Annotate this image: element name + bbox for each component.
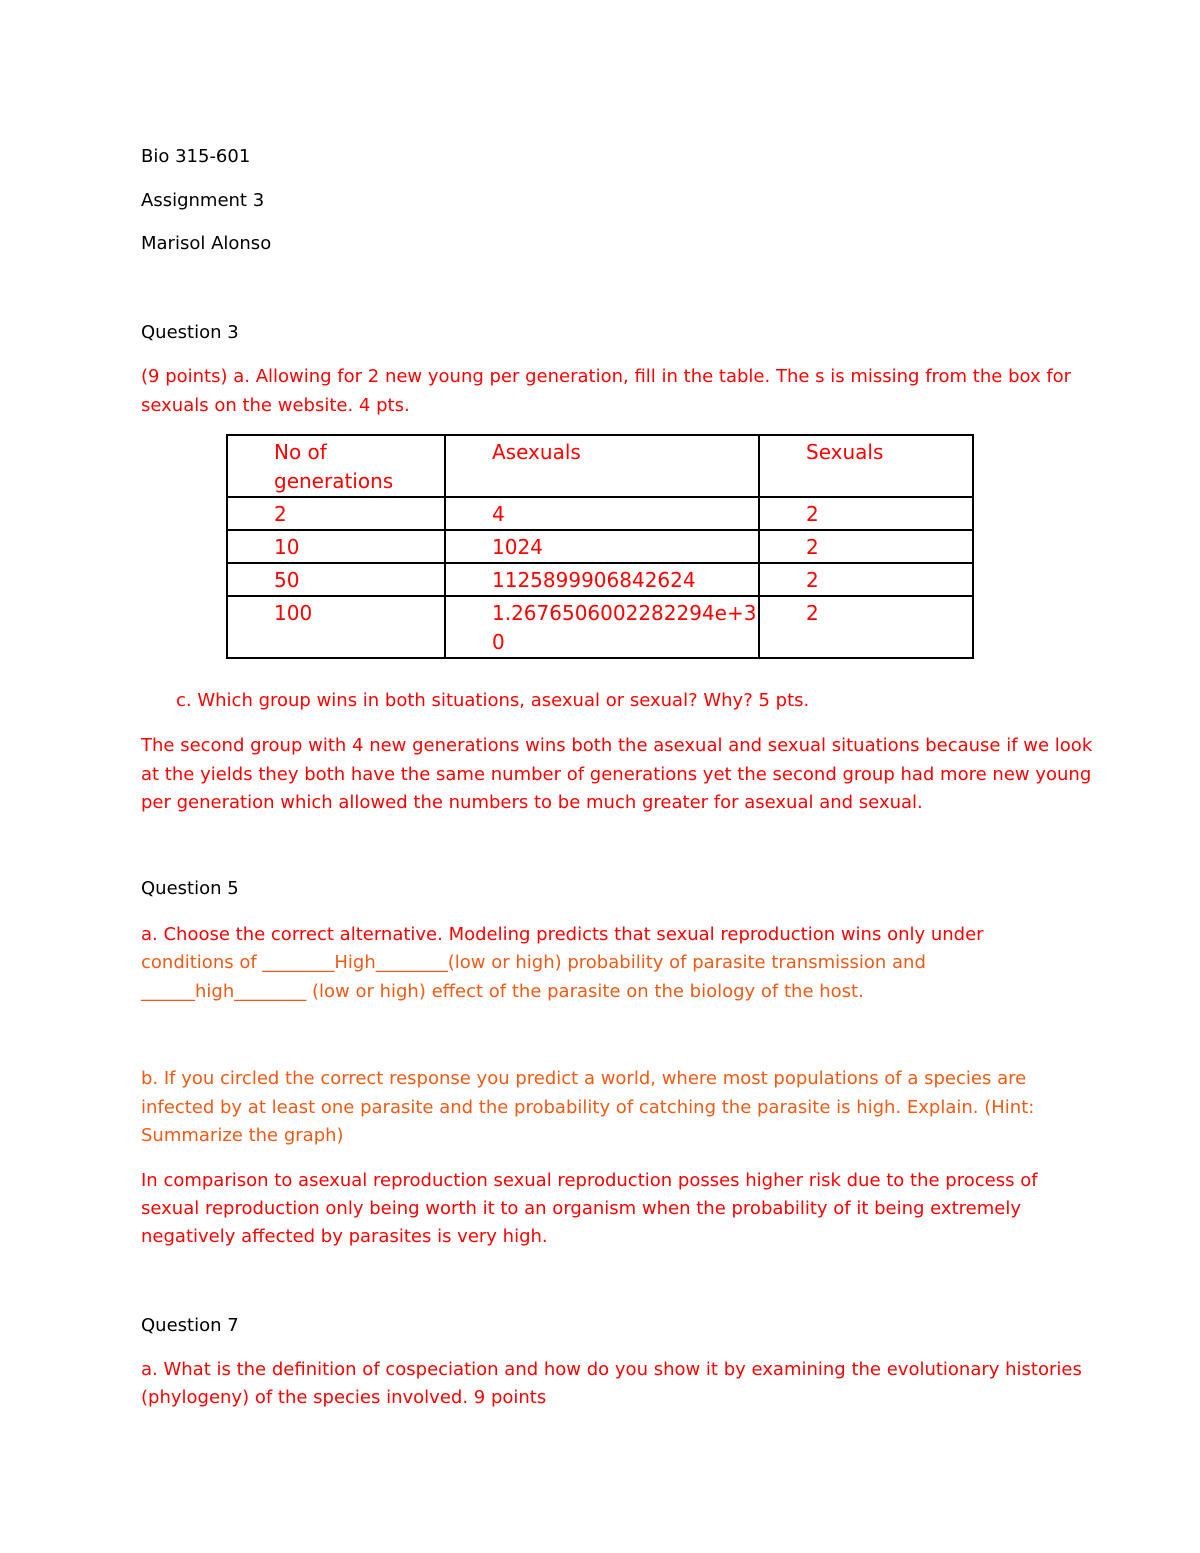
question-3-answer-line: at the yields they both have the same number of generations yet the second group had more new young [141,764,1092,785]
assignment-title: Assignment 3 [141,190,265,211]
table-cell: 2 [759,563,973,596]
question-3-answer-line: The second group with 4 new generations wins both the asexual and sexual situations because if we look [141,735,1093,756]
table-cell: 1125899906842624 [445,563,759,596]
question-5-answer-line: sexual reproduction only being worth it to an organism when the probability of it being extremely [141,1198,1021,1219]
table-cell: 1.2676506002282294e+30 [445,596,759,658]
table-cell: 4 [445,497,759,530]
table-row [227,530,973,563]
header-cell-generations: No of generations [227,435,445,497]
table-cell: 50 [227,563,445,596]
student-name: Marisol Alonso [141,233,272,254]
question-3-prompt-line: (9 points) a. Allowing for 2 new young per generation, fill in the table. The s is missing from the box for [141,366,1072,387]
table-cell: 2 [227,497,445,530]
question-5-answer-line: negatively affected by parasites is very high. [141,1226,548,1247]
question-7a-line: (phylogeny) of the species involved. 9 points [141,1387,547,1408]
table-cell: 10 [227,530,445,563]
question-7a-line: a. What is the definition of cospeciation and how do you show it by examining the evolutionary histories [141,1359,1082,1380]
table-row [227,563,973,596]
question-5-heading: Question 5 [141,878,239,899]
generations-table [226,434,974,659]
header-cell-sexuals: Sexuals [759,435,973,497]
header-cell-asexuals: Asexuals [445,435,759,497]
question-3-answer-line: per generation which allowed the numbers to be much greater for asexual and sexual. [141,792,923,813]
question-5b-line: Summarize the graph) [141,1125,344,1146]
table-cell: 2 [759,596,973,658]
question-3-heading: Question 3 [141,322,239,343]
question-5-answer-line: In comparison to asexual reproduction sexual reproduction posses higher risk due to the process of [141,1170,1038,1191]
question-5a-line: a. Choose the correct alternative. Modeling predicts that sexual reproduction wins only under [141,924,984,945]
course-code: Bio 315-601 [141,146,251,167]
table-cell: 1024 [445,530,759,563]
question-3-prompt-line: sexuals on the website. 4 pts. [141,395,410,416]
table-cell: 100 [227,596,445,658]
question-5a-line: conditions of ________High________(low or high) probability of parasite transmission and [141,952,926,973]
table-row [227,497,973,530]
table-cell: 2 [759,530,973,563]
question-7-heading: Question 7 [141,1315,239,1336]
question-5a-line: ______high________ (low or high) effect of the parasite on the biology of the host. [141,981,864,1002]
table-cell: 2 [759,497,973,530]
question-3c-prompt: c. Which group wins in both situations, asexual or sexual? Why? 5 pts. [176,690,810,711]
table-row [227,596,973,658]
table-header-row [227,435,973,497]
question-5b-line: infected by at least one parasite and the probability of catching the parasite is high. Explain. (Hint: [141,1097,1035,1118]
question-5b-line: b. If you circled the correct response you predict a world, where most populations of a species are [141,1068,1027,1089]
